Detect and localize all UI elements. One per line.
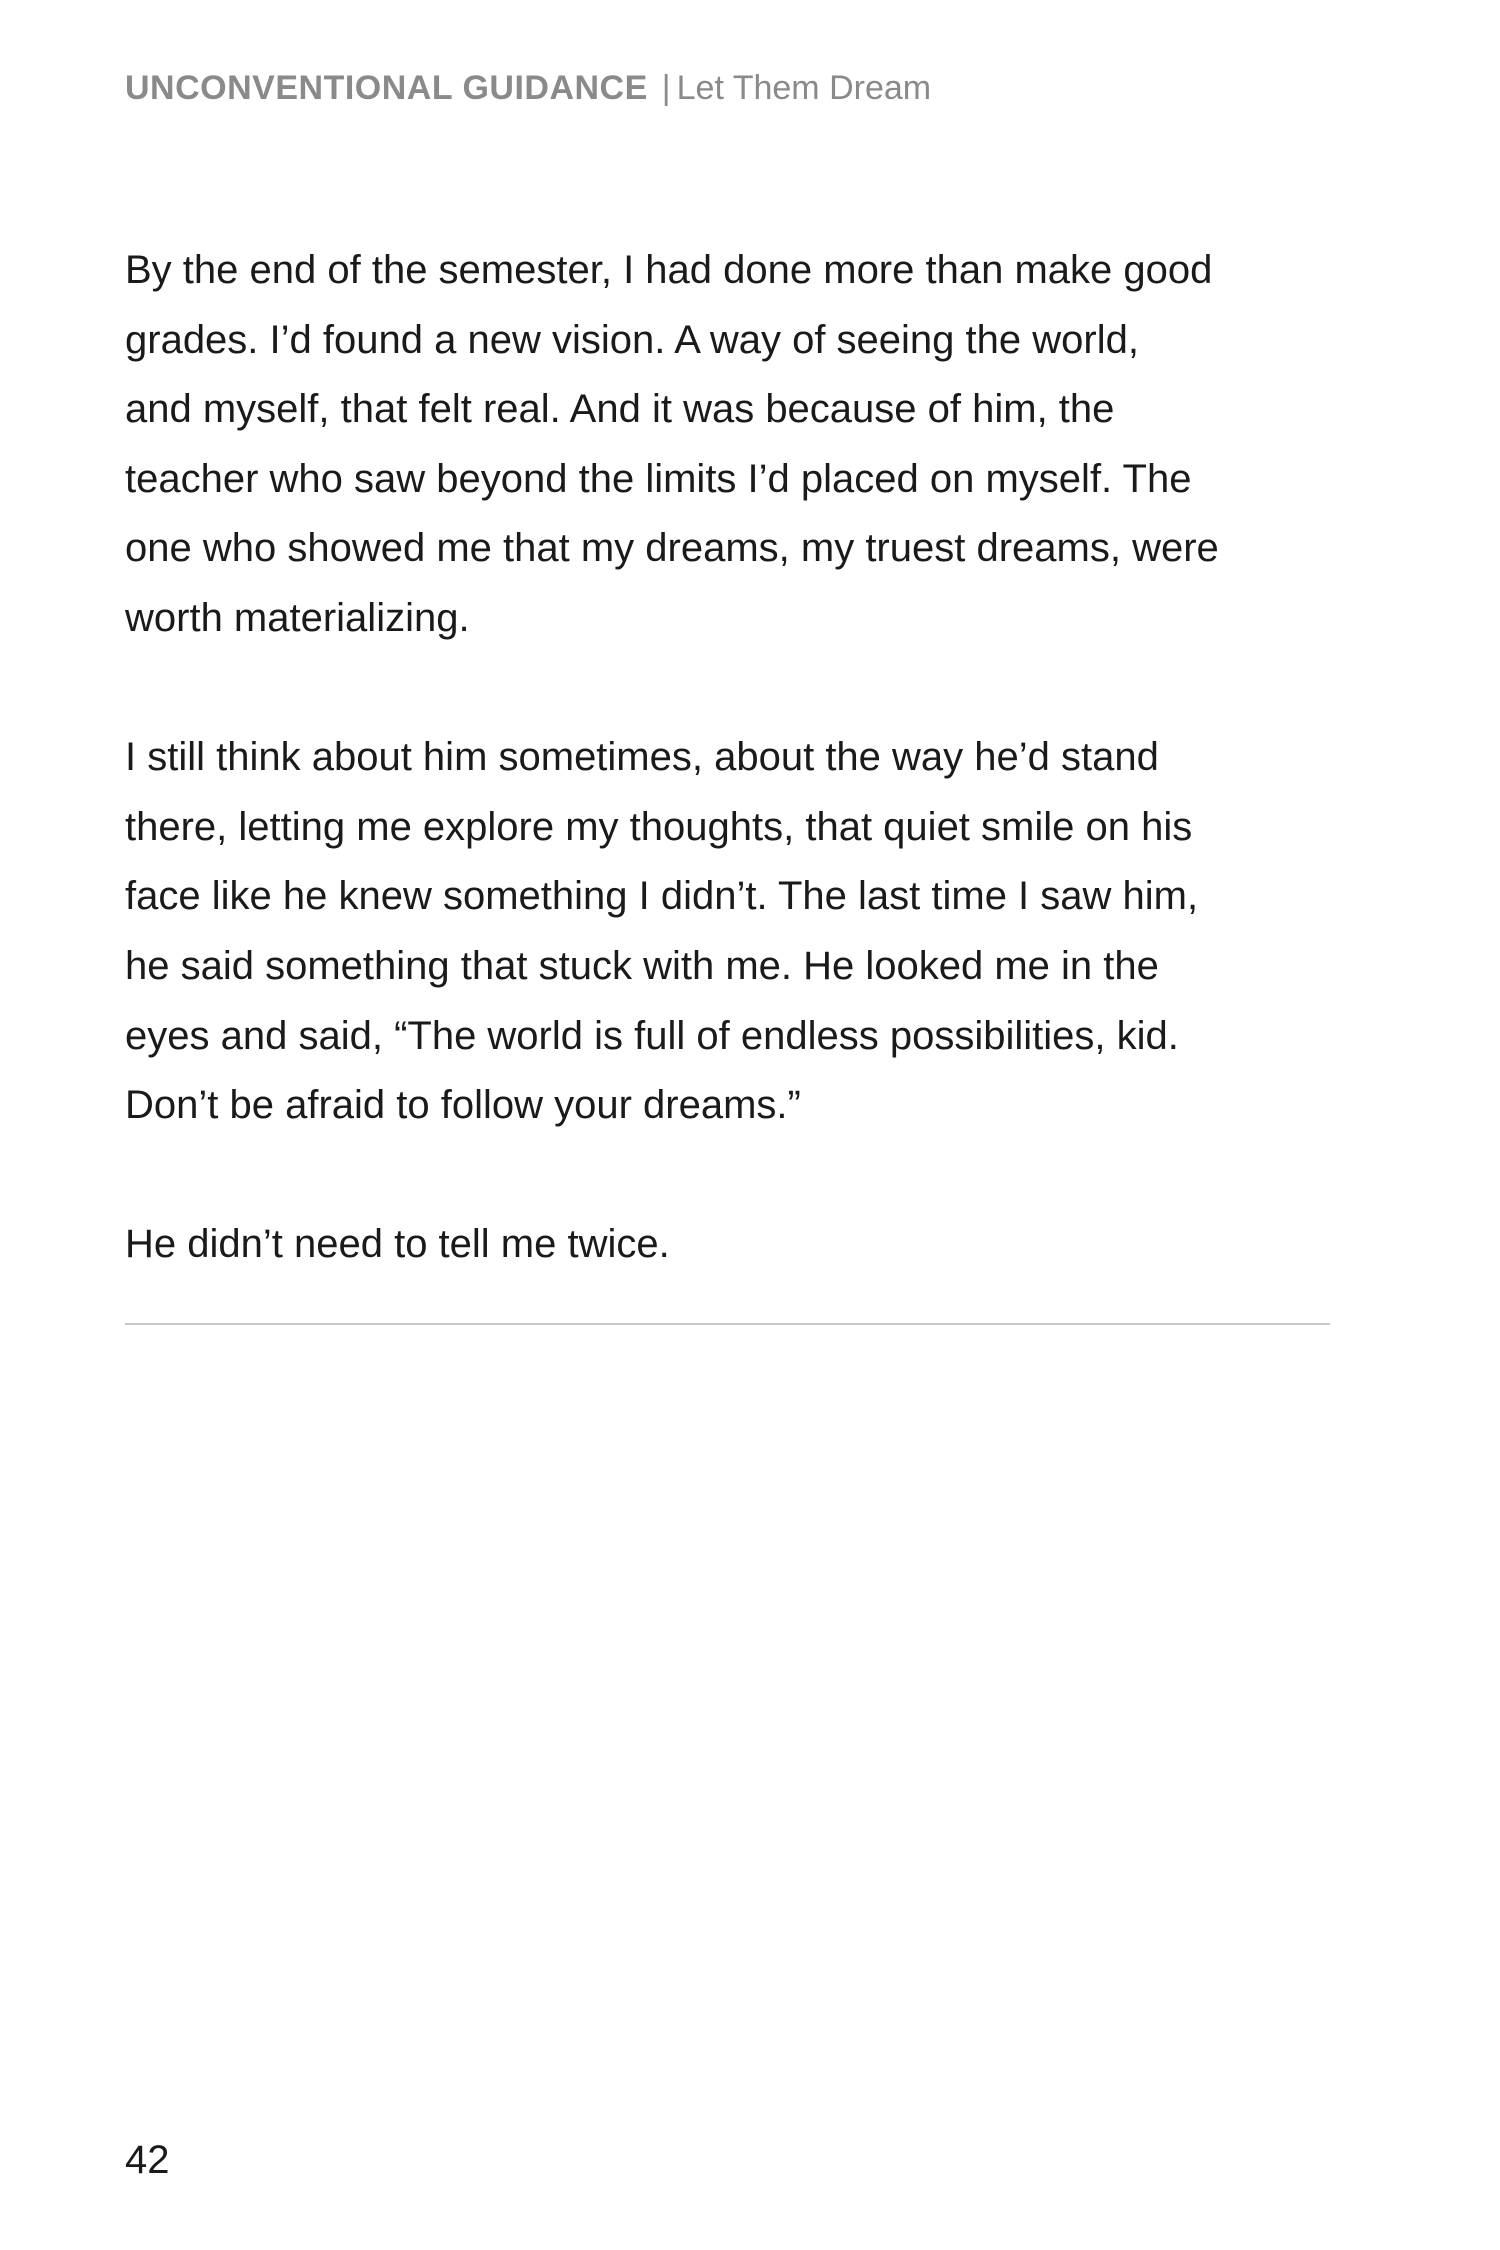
text-line: I still think about him sometimes, about the way he’d stand — [125, 735, 1159, 780]
text-line: one who showed me that my dreams, my truest dreams, were — [125, 526, 1219, 571]
text-line: teacher who saw beyond the limits I’d placed on myself. The — [125, 456, 1192, 501]
body-text — [125, 236, 1345, 1280]
chapter-title: Let Them Dream — [676, 69, 932, 107]
paragraph-3 — [125, 1210, 1345, 1280]
text-line: worth materializing. — [125, 595, 470, 640]
text-line: By the end of the semester, I had done more than make good — [125, 248, 1213, 292]
header-separator: | — [661, 69, 671, 107]
text-line: eyes and said, “The world is full of endless possibilities, kid. — [125, 1013, 1179, 1058]
text-line: face like he knew something I didn’t. The last time I saw him, — [125, 874, 1199, 919]
paragraph-2 — [125, 723, 1345, 1141]
text-line: Don’t be afraid to follow your dreams.” — [125, 1083, 801, 1128]
text-line: and myself, that felt real. And it was because of him, the — [125, 387, 1115, 432]
page-number: 42 — [125, 2138, 170, 2182]
text-line: He didn’t need to tell me twice. — [125, 1222, 670, 1267]
section-divider — [125, 1323, 1330, 1325]
text-line: grades. I’d found a new vision. A way of seeing the world, — [125, 317, 1139, 362]
running-header — [125, 66, 931, 110]
text-line: there, letting me explore my thoughts, that quiet smile on his — [125, 804, 1193, 849]
text-line: he said something that stuck with me. He looked me in the — [125, 943, 1159, 988]
book-title: UNCONVENTIONAL GUIDANCE — [125, 69, 648, 107]
paragraph-1 — [125, 236, 1345, 654]
